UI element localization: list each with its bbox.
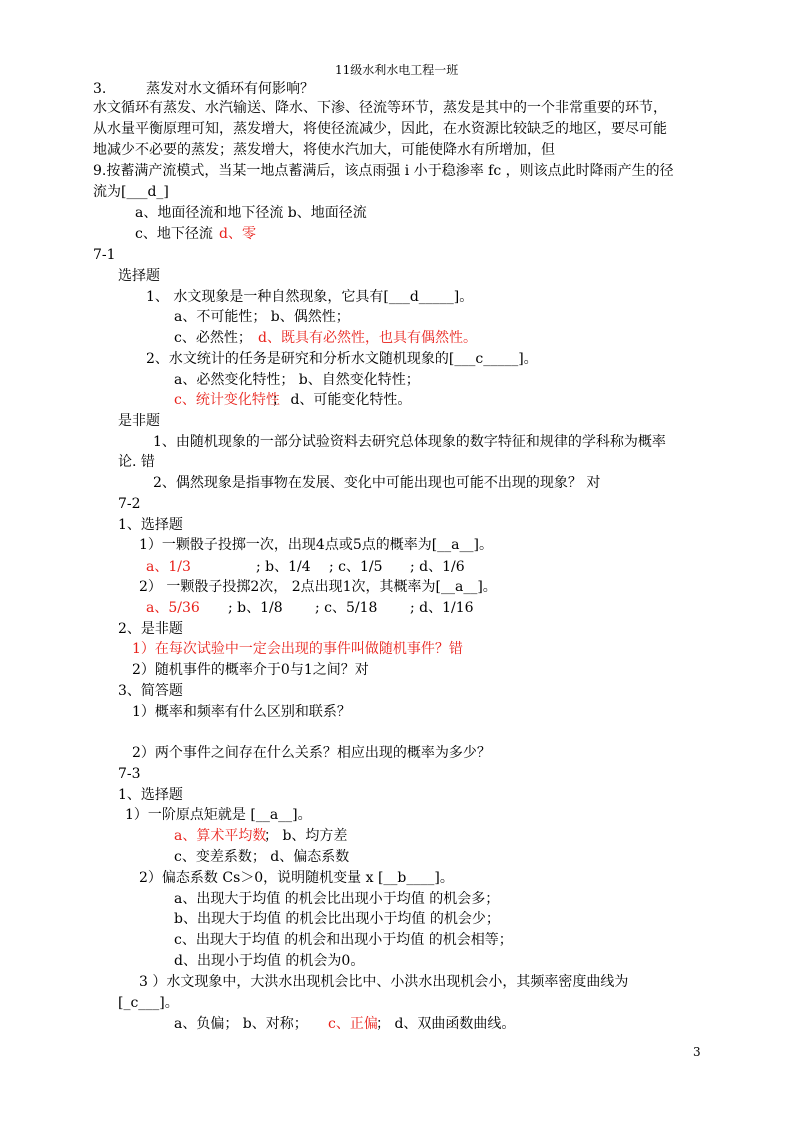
question: 3 ）水文现象中，大洪水出现机会比中、小洪水出现机会小，其频率密度曲线为: [139, 974, 629, 990]
page-header: 11级水利水电工程一班: [335, 63, 459, 77]
q3-body-line: 地减少不必要的蒸发；蒸发增大，将使水汽加大，可能使降水有所增加，但: [93, 142, 555, 158]
option: d、出现小于均值 的机会为0。: [174, 953, 365, 969]
question: 2、水文统计的任务是研究和分析水文随机现象的[___c_____]。: [146, 351, 538, 367]
section-heading: 3、简答题: [118, 683, 183, 699]
option: ； d、双曲函数曲线。: [376, 1016, 516, 1032]
tf-question: 论. 错: [118, 454, 155, 470]
options: a、不可能性； b、偶然性；: [174, 309, 350, 325]
answer-option: c、正偏: [328, 1016, 378, 1032]
options: c、变差系数； d、偏态系数: [174, 849, 350, 865]
section-heading: 选择题: [118, 268, 160, 284]
options: a、必然变化特性； b、自然变化特性；: [174, 372, 420, 388]
q3-number: 3.: [93, 81, 107, 97]
q9-option-c: c、地下径流: [135, 226, 213, 242]
option: ; d、1/16: [410, 600, 474, 616]
option: ; b、1/8: [228, 600, 283, 616]
q3-title: 蒸发对水文循环有何影响？: [146, 81, 314, 97]
option: ; b、1/4: [256, 559, 311, 575]
answer-option: c、统计变化特性: [174, 392, 280, 408]
section-heading: 是非题: [118, 413, 160, 429]
option: a、出现大于均值 的机会比出现小于均值 的机会多；: [174, 891, 500, 907]
option: ； b、均方差: [264, 828, 348, 844]
q9-line: 9.按蓄满产流模式，当某一地点蓄满后，该点雨强 i 小于稳渗率 fc ，则该点此时降雨产生的径: [93, 163, 674, 179]
short-answer-question: 2）两个事件之间存在什么关系？相应出现的概率为多少？: [132, 745, 491, 761]
option: c、出现大于均值 的机会和出现小于均值 的机会相等；: [174, 932, 513, 948]
answer-option: a、1/3: [146, 559, 191, 575]
short-answer-question: 1）概率和频率有什么区别和联系？: [132, 704, 351, 720]
tf-question: 1、由随机现象的一部分试验资料去研究总体现象的数字特征和规律的学科称为概率: [153, 434, 666, 450]
answer-option: a、算术平均数: [174, 828, 267, 844]
section-heading: 1、选择题: [118, 517, 183, 533]
options: a、负偏； b、对称；: [174, 1016, 308, 1032]
q9-line: 流为[___d_]: [93, 184, 169, 200]
option: ; c、1/5: [329, 559, 383, 575]
question: 1）一阶原点矩就是 [__a__]。: [125, 807, 312, 823]
option: c、必然性；: [174, 330, 252, 346]
tf-question: 2）随机事件的概率介于0与1之间？对: [132, 662, 369, 678]
question: 1）一颗骰子投掷一次，出现4点或5点的概率为[__a__]。: [139, 537, 493, 553]
option: ; d、1/6: [410, 559, 465, 575]
tf-question: 2、偶然现象是指事物在发展、变化中可能出现也可能不出现的现象？ 对: [153, 475, 601, 491]
q3-body-line: 从水量平衡原理可知，蒸发增大，将使径流减少，因此，在水资源比较缺乏的地区，要尽可能: [93, 121, 667, 137]
question: 2） 一颗骰子投掷2次， 2点出现1次，其概率为[__a__]。: [139, 579, 497, 595]
answer-option: a、5/36: [146, 600, 200, 616]
tf-question: 1）在每次试验中一定会出现的事件叫做随机事件？错: [132, 641, 463, 657]
question: 1、 水文现象是一种自然现象，它具有[___d_____]。: [146, 289, 474, 305]
section-label: 7-3: [118, 766, 141, 782]
option: ； d、可能变化特性。: [272, 392, 412, 408]
answer-option: d、既具有必然性，也具有偶然性。: [258, 330, 477, 346]
q3-body-line: 水文循环有蒸发、水汽输送、降水、下渗、径流等环节，蒸发是其中的一个非常重要的环节，: [93, 100, 667, 116]
section-heading: 2、是非题: [118, 621, 183, 637]
q9-answer-d: d、零: [219, 226, 256, 242]
page-number: 3: [693, 1045, 701, 1059]
question: 2）偏态系数 Cs＞0，说明随机变量 x [__b____]。: [139, 870, 454, 886]
question: [_c___]。: [118, 995, 179, 1011]
section-label: 7-2: [118, 496, 141, 512]
section-heading: 1、选择题: [118, 787, 183, 803]
section-label: 7-1: [93, 247, 116, 263]
option: ; c、5/18: [315, 600, 378, 616]
option: b、出现大于均值 的机会比出现小于均值 的机会少；: [174, 911, 500, 927]
q9-options: a、地面径流和地下径流 b、地面径流: [135, 205, 367, 221]
